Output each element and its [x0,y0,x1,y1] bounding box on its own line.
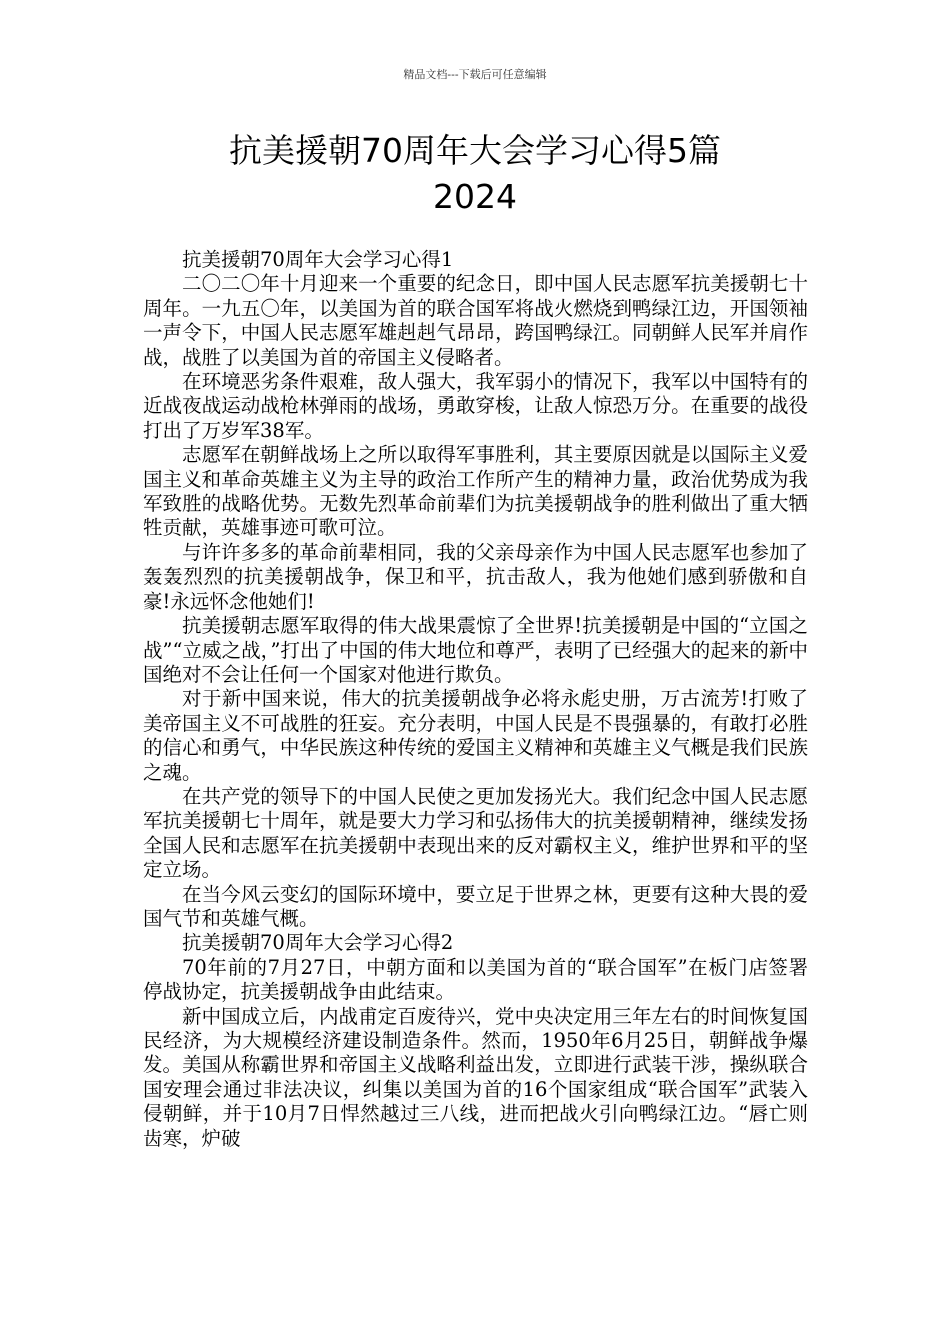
paragraph: 在共产党的领导下的中国人民使之更加发扬光大。我们纪念中国人民志愿军抗美援朝七十周年，就是要大力学习和弘扬伟大的抗美援朝精神，继续发扬全国人民和志愿军在抗美援朝中表现出来的反对霸权主义，维护世界和平的坚定立场。 [143,784,808,882]
paragraph: 70年前的7月27日，中朝方面和以美国为首的“联合国军”在板门店签署停战协定，抗美援朝战争由此结束。 [143,955,808,1004]
document-body [143,248,808,1151]
paragraph: 志愿军在朝鲜战场上之所以取得军事胜利，其主要原因就是以国际主义爱国主义和革命英雄主义为主导的政治工作所产生的精神力量，政治优势成为我军致胜的战略优势。无数先烈革命前辈们为抗美援朝战争的胜利做出了重大牺牲贡献，英雄事迹可歌可泣。 [143,443,808,540]
paragraph: 二〇二〇年十月迎来一个重要的纪念日，即中国人民志愿军抗美援朝七十周年。一九五〇年，以美国为首的联合国军将战火燃烧到鸭绿江边，开国领袖一声令下，中国人民志愿军雄赳赳气昂昂，跨国鸭绿江。同朝鲜人民军并肩作战，战胜了以美国为首的帝国主义侵略者。 [143,272,808,369]
paragraph: 新中国成立后，内战甫定百废待兴，党中央决定用三年左右的时间恢复国民经济，为大规模经济建设制造条件。然而，1950年6月25日，朝鲜战争爆发。美国从称霸世界和帝国主义战略利益出发，立即进行武装干涉，操纵联合国安理会通过非法决议，纠集以美国为首的16个国家组成“联合国军”武装入侵朝鲜，并于10月7日悍然越过三八线，进而把战火引向鸭绿江边。“唇亡则齿寒，炉破 [143,1004,808,1150]
paragraph: 抗美援朝志愿军取得的伟大战果震惊了全世界!抗美援朝是中国的“立国之战”“立威之战，”打出了中国的伟大地位和尊严，表明了已经强大的起来的新中国绝对不会让任何一个国家对他进行欺负。 [143,614,808,686]
paragraph: 对于新中国来说，伟大的抗美援朝战争必将永彪史册，万古流芳!打败了美帝国主义不可战胜的狂妄。充分表明，中国人民是不畏强暴的，有敢打必胜的信心和勇气，中华民族这种传统的爱国主义精神和英雄主义气概是我们民族之魂。 [143,687,808,784]
title-line-1: 抗美援朝70周年大会学习心得5篇 [229,131,721,170]
title-line-2: 2024 [433,177,517,216]
header-note: 精品文档---下载后可任意编辑 [403,68,547,81]
document-title [120,128,830,220]
paragraph: 在环境恶劣条件艰难，敌人强大，我军弱小的情况下，我军以中国特有的近战夜战运动战枪林弹雨的战场，勇敢穿梭，让敌人惊恐万分。在重要的战役打出了万岁军38军。 [143,370,808,442]
paragraph: 在当今风云变幻的国际环境中，要立足于世界之林，更要有这种大畏的爱国气节和英雄气概。 [143,882,808,930]
section-heading-2: 抗美援朝70周年大会学习心得2 [182,931,454,955]
paragraph: 与许许多多的革命前辈相同，我的父亲母亲作为中国人民志愿军也参加了轰轰烈烈的抗美援朝战争，保卫和平，抗击敌人，我为他她们感到骄傲和自豪!永远怀念他她们! [143,540,808,613]
section-heading-1: 抗美援朝70周年大会学习心得1 [182,248,454,271]
